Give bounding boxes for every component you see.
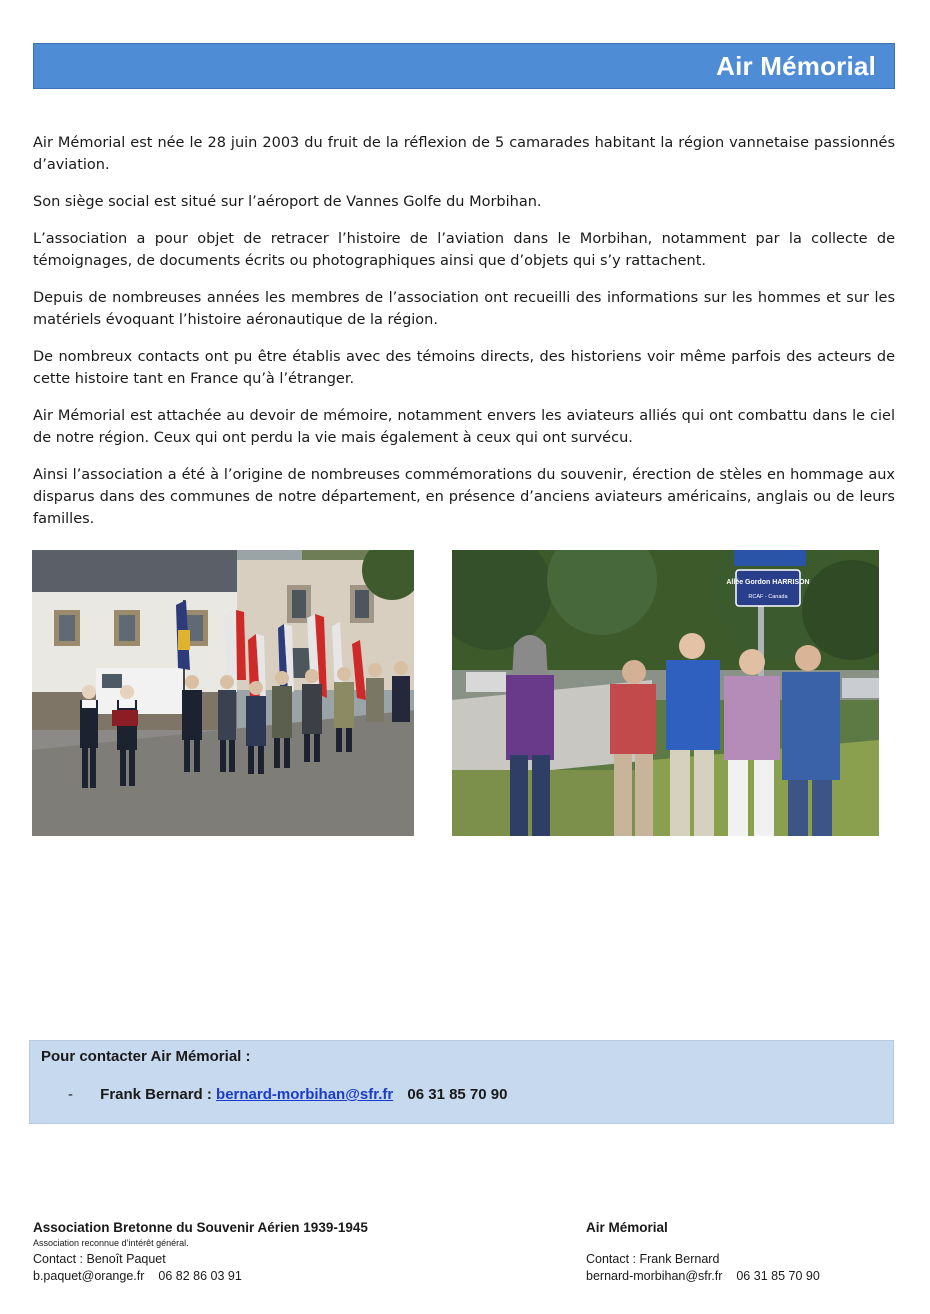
contact-box <box>29 1040 894 1124</box>
footer-phone: 06 82 86 03 91 <box>158 1269 242 1283</box>
footer-email[interactable]: bernard-morbihan@sfr.fr <box>586 1269 723 1283</box>
contact-line <box>68 1086 507 1103</box>
street-sign-subtitle: RCAF - Canada <box>748 594 788 600</box>
contact-name: Frank Bernard : <box>100 1086 212 1103</box>
intro-paragraph: De nombreux contacts ont pu être établis avec des témoins directs, des historiens voir même parfois des acteurs de cette histoire tant en France qu’à l’étranger. <box>33 349 895 387</box>
footer-contact-name: Contact : Frank Bernard <box>586 1252 720 1266</box>
intro-text <box>33 132 895 545</box>
footer-contact-line <box>33 1268 368 1285</box>
footer-association-name: Air Mémorial <box>586 1220 668 1235</box>
contact-heading: Pour contacter Air Mémorial : <box>41 1048 251 1065</box>
footer-association-status: Association reconnue d’intérêt général. <box>33 1238 189 1248</box>
intro-paragraph: Air Mémorial est attachée au devoir de mémoire, notamment envers les aviateurs alliés qui ont combattu dans le ciel de notre région. Ceux qui ont perdu la vie mais également à ceux qui ont survécu. <box>33 408 895 446</box>
group-street-sign-photo <box>452 550 879 836</box>
footer-association-name: Association Bretonne du Souvenir Aérien 1939-1945 <box>33 1220 368 1235</box>
intro-paragraph: L’association a pour objet de retracer l’histoire de l’aviation dans le Morbihan, notamment par la collecte de témoignages, de documents écrits ou photographiques ainsi que d’objets qui s’y rattachent. <box>33 231 895 269</box>
contact-email-link[interactable]: bernard-morbihan@sfr.fr <box>216 1086 394 1103</box>
footer-contact-line <box>586 1268 820 1285</box>
contact-phone: 06 31 85 70 90 <box>407 1086 508 1103</box>
intro-paragraph: Air Mémorial est née le 28 juin 2003 du fruit de la réflexion de 5 camarades habitant la région vannetaise passionnés d’aviation. <box>33 135 895 173</box>
street-sign-name: Allée Gordon HARRISON <box>726 579 810 586</box>
intro-paragraph: Depuis de nombreuses années les membres de l’association ont recueilli des informations sur les hommes et sur les matériels évoquant l’histoire aéronautique de la région. <box>33 290 895 328</box>
page-header-bar <box>33 43 895 89</box>
page-title: Air Mémorial <box>716 51 876 81</box>
footer-left <box>33 1220 368 1285</box>
footer-email[interactable]: b.paquet@orange.fr <box>33 1269 145 1283</box>
footer-right <box>586 1220 820 1285</box>
footer-contact-name: Contact : Benoît Paquet <box>33 1252 166 1266</box>
list-dash: - <box>68 1086 73 1103</box>
footer-phone: 06 31 85 70 90 <box>736 1269 820 1283</box>
intro-paragraph: Son siège social est situé sur l’aéroport de Vannes Golfe du Morbihan. <box>33 194 542 210</box>
ceremony-parade-photo <box>32 550 414 836</box>
intro-paragraph: Ainsi l’association a été à l’origine de nombreuses commémorations du souvenir, érection de stèles en hommage aux disparus dans des communes de notre département, en présence d’anciens aviateurs américains, anglais ou de leurs familles. <box>33 467 895 527</box>
